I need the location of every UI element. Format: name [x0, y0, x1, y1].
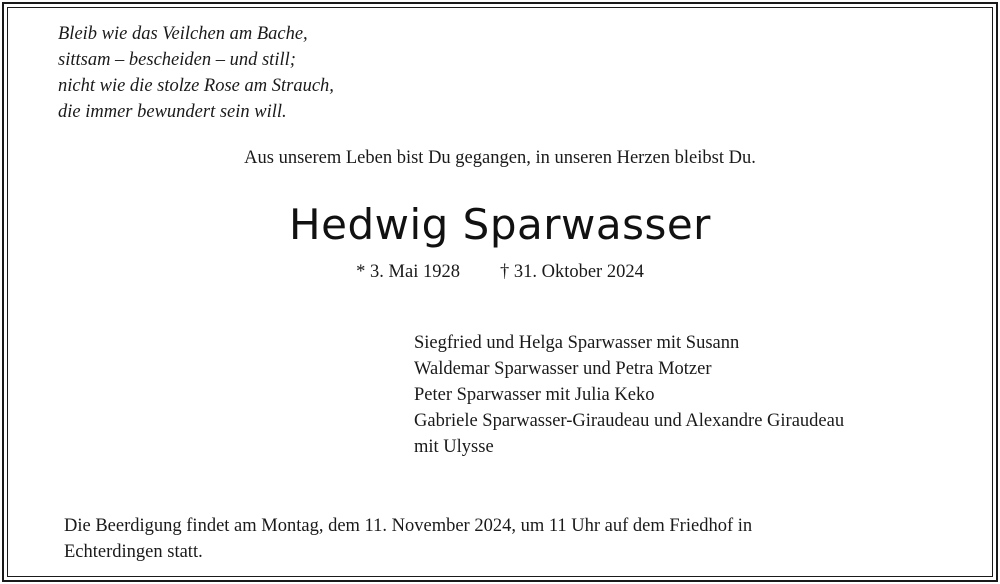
tagline: Aus unserem Leben bist Du gegangen, in unseren Herzen bleibst Du. — [244, 148, 756, 168]
poem-line: sittsam – bescheiden – und still; — [58, 50, 296, 70]
birth-date: * 3. Mai 1928 — [356, 262, 460, 282]
deceased-name: Hedwig Sparwasser — [289, 200, 711, 249]
poem-line: nicht wie die stolze Rose am Strauch, — [58, 76, 334, 96]
poem — [58, 21, 334, 125]
funeral-line: Echterdingen statt. — [64, 542, 203, 562]
mourner-line: mit Ulysse — [414, 437, 494, 457]
mourners-list — [414, 330, 844, 460]
funeral-line: Die Beerdigung findet am Montag, dem 11. November 2024, um 11 Uhr auf dem Friedhof in — [64, 516, 753, 536]
mourner-line: Siegfried und Helga Sparwasser mit Susann — [414, 333, 740, 353]
poem-line: Bleib wie das Veilchen am Bache, — [58, 24, 308, 44]
mourner-line: Peter Sparwasser mit Julia Keko — [414, 385, 655, 405]
poem-line: die immer bewundert sein will. — [58, 102, 287, 122]
mourner-line: Gabriele Sparwasser-Giraudeau und Alexandre Giraudeau — [414, 411, 845, 431]
mourner-line: Waldemar Sparwasser und Petra Motzer — [414, 359, 712, 379]
funeral-notice — [64, 513, 944, 565]
death-date: † 31. Oktober 2024 — [499, 262, 644, 282]
life-dates — [0, 262, 1000, 283]
